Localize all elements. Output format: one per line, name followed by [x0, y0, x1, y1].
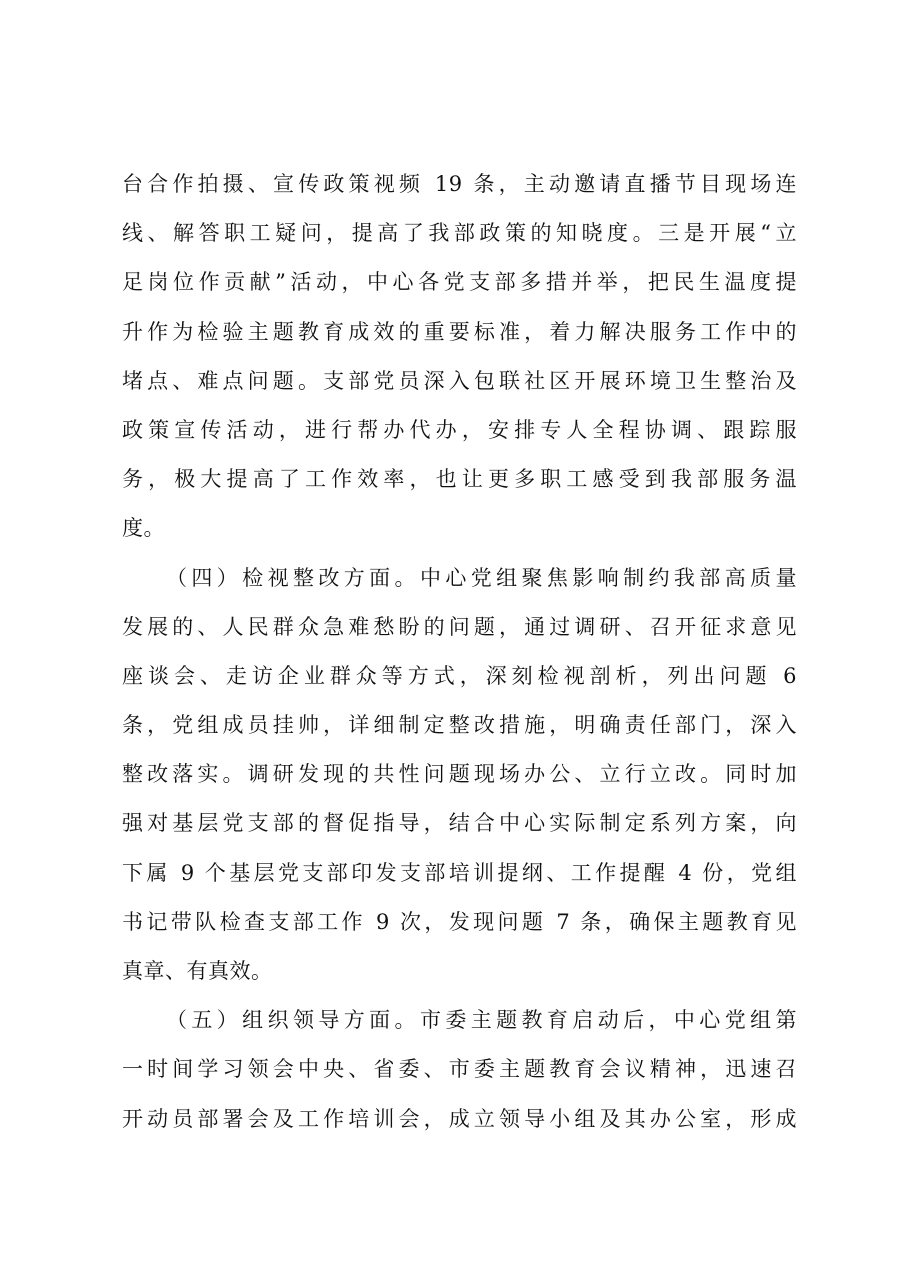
text-line: 书记带队检查支部工作 9 次，发现问题 7 条，确保主题教育见: [122, 909, 797, 934]
text-line: 条，党组成员挂帅，详细制定整改措施，明确责任部门，深入: [122, 713, 797, 738]
text-line: 强对基层党支部的督促指导，结合中心实际制定系列方案，向: [122, 811, 797, 836]
text-line: （五）组织领导方面。市委主题教育启动后，中心党组第: [166, 1008, 797, 1033]
text-line: 发展的、人民群众急难愁盼的问题，通过调研、召开征求意见: [122, 614, 797, 639]
text-line: 足岗位作贡献”活动，中心各党支部多措并举，把民生温度提: [122, 270, 797, 295]
text-line: 开动员部署会及工作培训会，成立领导小组及其办公室，形成: [122, 1106, 797, 1131]
text-line: 真章、有真效。: [122, 959, 273, 983]
paragraph-continued: [122, 160, 797, 554]
paragraph-inspection-rectification: [122, 554, 797, 997]
text-line: 下属 9 个基层党支部印发支部培训提纲、工作提醒 4 份，党组: [122, 860, 797, 885]
text-line: 一时间学习领会中央、省委、市委主题教育会议精神，迅速召: [122, 1057, 797, 1082]
text-line: 整改落实。调研发现的共性问题现场办公、立行立改。同时加: [122, 762, 797, 787]
text-line: 度。: [122, 516, 165, 541]
paragraph-organizational-leadership: [122, 996, 797, 1144]
text-line: 堵点、难点问题。支部党员深入包联社区开展环境卫生整治及: [122, 368, 797, 393]
text-line: 线、解答职工疑问，提高了我部政策的知晓度。三是开展“立: [122, 221, 797, 246]
text-line: 座谈会、走访企业群众等方式，深刻检视剖析，列出问题 6: [122, 663, 797, 688]
text-line: 升作为检验主题教育成效的重要标准，着力解决服务工作中的: [122, 319, 797, 344]
text-line: 台合作拍摄、宣传政策视频 19 条，主动邀请直播节目现场连: [122, 172, 797, 196]
document-body: [122, 160, 797, 1144]
text-line: （四）检视整改方面。中心党组聚焦影响制约我部高质量: [166, 565, 797, 590]
text-line: 政策宣传活动，进行帮办代办，安排专人全程协调、跟踪服: [122, 417, 797, 442]
text-line: 务，极大提高了工作效率，也让更多职工感受到我部服务温: [122, 467, 797, 492]
